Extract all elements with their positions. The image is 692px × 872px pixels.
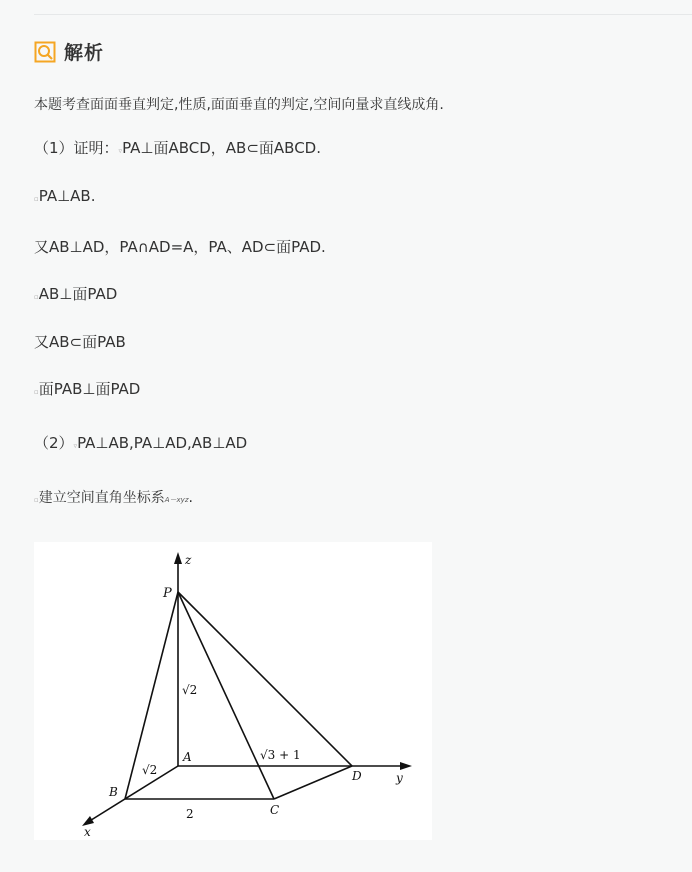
length-bc-label: 2: [186, 807, 194, 821]
part1-text: PA⊥面ABCD，AB⊂面ABCD.: [122, 139, 321, 157]
length-ad-label: √3 + 1: [260, 748, 301, 762]
point-c-label: C: [270, 803, 280, 817]
point-b-label: B: [109, 785, 118, 799]
line-ab-ad: [34, 236, 326, 257]
z-axis-arrow: [174, 552, 182, 564]
line-ab-pad-text: AB⊥面PAD: [38, 285, 118, 303]
therefore-mark: ▫: [34, 195, 39, 203]
part2-line: [34, 432, 247, 453]
coord-system-label: A－xyz: [164, 496, 189, 504]
line-ab-pab-text: 又AB⊂面PAB: [34, 333, 126, 351]
part1-line: [34, 137, 321, 158]
pyramid-figure: [34, 542, 432, 840]
coord-end: .: [188, 490, 193, 506]
intro-text: 本题考查面面垂直判定,性质,面面垂直的判定,空间向量求直线成角.: [34, 97, 444, 113]
line-pa-ab-text: PA⊥AB.: [38, 187, 96, 205]
point-a-label: A: [183, 750, 192, 764]
coord-text: 建立空间直角坐标系: [38, 490, 165, 506]
section-header: [34, 38, 104, 65]
edge-cd: [274, 766, 352, 799]
magnifier-icon: [34, 41, 56, 63]
line-ab-pab: [34, 331, 126, 352]
x-axis: [88, 766, 178, 822]
line-ab-ad-text: 又AB⊥AD，PA∩AD=A，PA、AD⊂面PAD.: [34, 238, 326, 256]
therefore-mark: ▫: [34, 496, 39, 504]
length-ab-label: √2: [142, 763, 158, 777]
y-axis-arrow: [400, 762, 412, 770]
therefore-mark: ▫: [34, 388, 39, 396]
edge-pd: [178, 592, 352, 766]
part2-label: （2）: [34, 434, 74, 452]
top-divider: [34, 14, 692, 15]
point-p-label: P: [163, 586, 172, 601]
line-ab-pad: [34, 283, 117, 304]
length-pa-label: √2: [182, 683, 198, 697]
line-pab-pad: [34, 378, 140, 399]
x-axis-label: x: [84, 825, 91, 839]
z-axis-label: z: [185, 553, 192, 567]
y-axis-label: y: [396, 771, 403, 785]
line-pab-pad-text: 面PAB⊥面PAD: [38, 380, 141, 398]
coord-line: [34, 487, 193, 507]
therefore-mark: ▿: [118, 147, 123, 155]
line-pa-ab: [34, 187, 95, 205]
part1-label: （1）证明：: [34, 139, 119, 157]
because-mark: ▿: [73, 442, 78, 450]
part2-text: PA⊥AB,PA⊥AD,AB⊥AD: [77, 434, 248, 452]
point-d-label: D: [352, 769, 362, 783]
section-title: 解析: [64, 42, 105, 64]
therefore-mark: ▫: [34, 293, 39, 301]
